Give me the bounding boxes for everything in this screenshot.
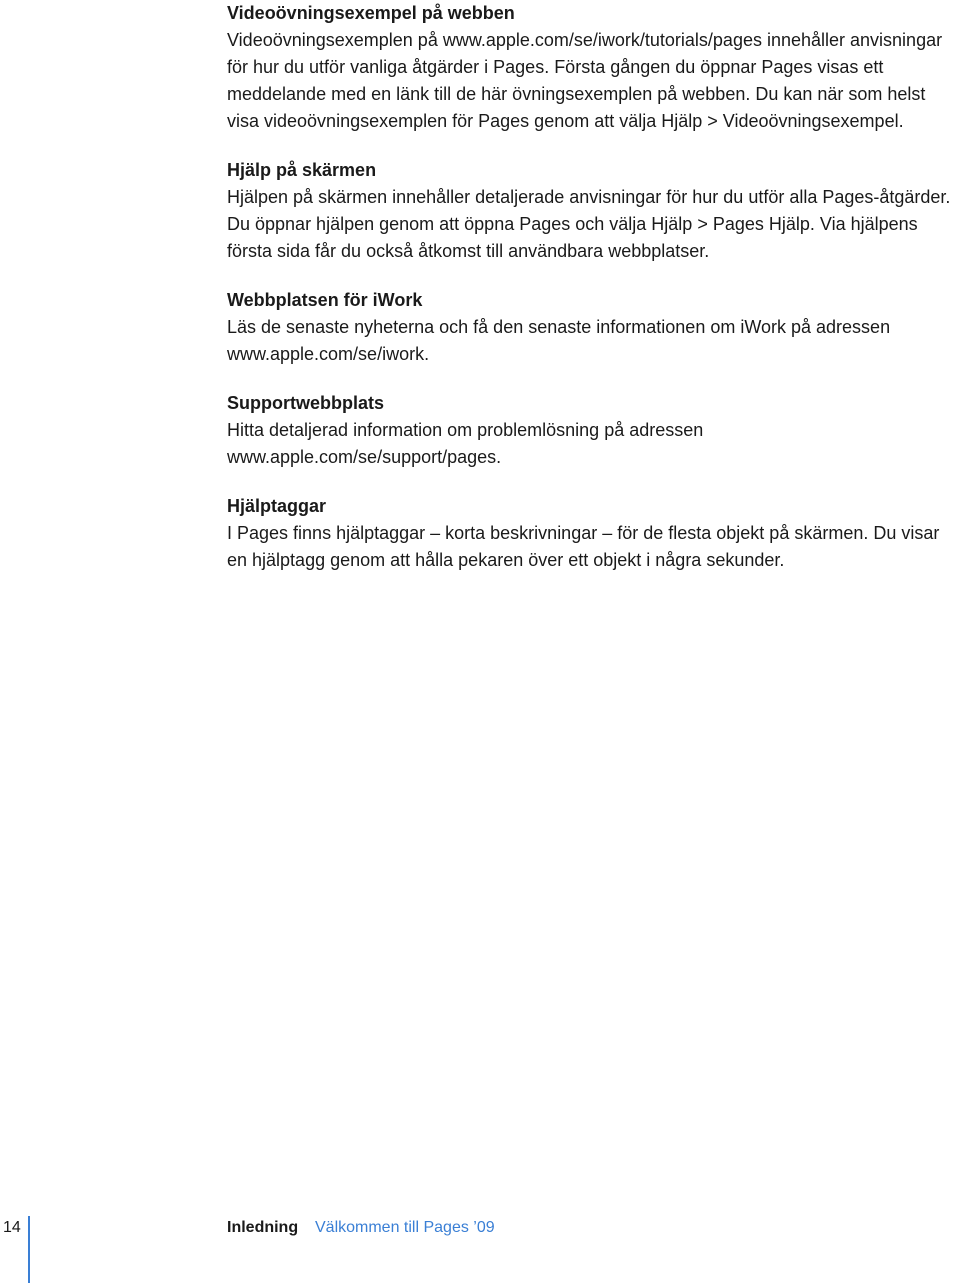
footer-chapter-title: Välkommen till Pages ’09	[315, 1219, 495, 1236]
footer-divider	[28, 1216, 30, 1283]
section-body: Hitta detaljerad information om problemlösning på adressen www.apple.com/se/support/pages.	[227, 420, 704, 467]
section-body: Hjälpen på skärmen innehåller detaljerade anvisningar för hur du utför alla Pages-åtgärder. Du öppnar hjälpen genom att öppna Pages och välja Hjälp > Pages Hjälp. Via hjälpens första sida får du också åtkomst till användbara webbplatser.	[227, 187, 951, 261]
section-video-tutorials	[227, 0, 955, 135]
section-support-website	[227, 390, 955, 471]
section-title: Hjälp på skärmen	[227, 160, 377, 180]
section-title: Supportwebbplats	[227, 393, 384, 413]
section-body: Läs de senaste nyheterna och få den senaste informationen om iWork på adressen www.apple.com/se/iwork.	[227, 317, 891, 364]
document-content	[227, 0, 955, 596]
footer-chapter-label: Inledning	[227, 1219, 299, 1236]
page-number: 14	[3, 1219, 21, 1236]
section-body: Videoövningsexemplen på www.apple.com/se/iwork/tutorials/pages innehåller anvisningar för hur du utför vanliga åtgärder i Pages. Första gången du öppnar Pages visas ett meddelande med en länk till de här övningsexemplen på webben. Du kan när som helst visa videoövningsexemplen för Pages genom att välja Hjälp > Videoövningsexempel.	[227, 30, 943, 131]
section-onscreen-help	[227, 157, 955, 265]
section-help-tags	[227, 493, 955, 574]
section-body: I Pages finns hjälptaggar – korta beskrivningar – för de flesta objekt på skärmen. Du visar en hjälptagg genom att hålla pekaren över ett objekt i några sekunder.	[227, 523, 940, 570]
section-title: Hjälptaggar	[227, 496, 327, 516]
section-iwork-website	[227, 287, 955, 368]
section-title: Webbplatsen för iWork	[227, 290, 423, 310]
section-title: Videoövningsexempel på webben	[227, 3, 515, 23]
